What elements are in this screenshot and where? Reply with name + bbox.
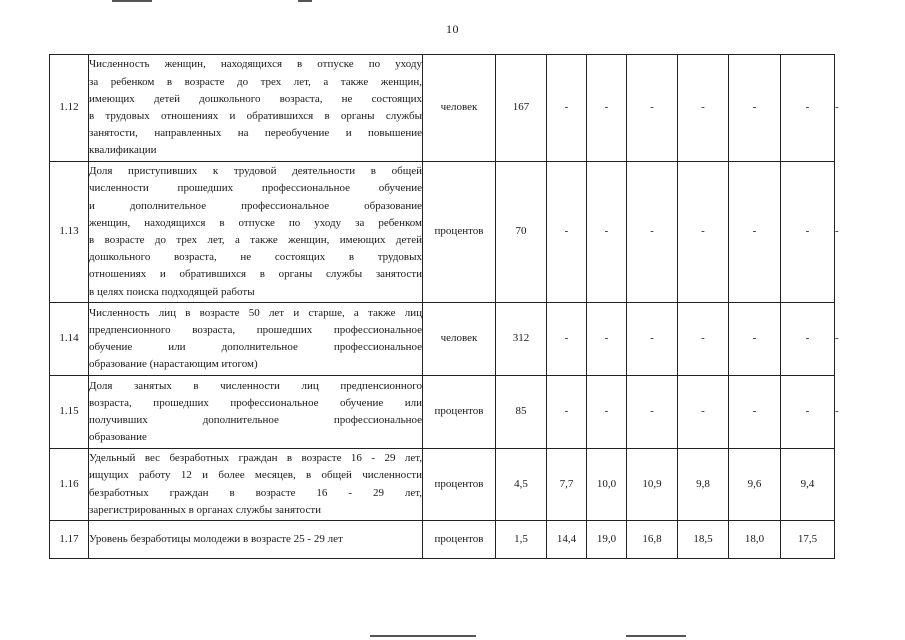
indicator-name-line: численности прошедших профессиональное обучение: [89, 182, 422, 195]
indicator-name-line: Численность женщин, находящихся в отпуске по уходу: [89, 58, 422, 71]
indicator-name-line: в трудовых отношениях и обратившихся в органы службы: [89, 110, 422, 122]
unit-cell: процентов: [423, 376, 496, 449]
scan-mark-bottom-left: [370, 635, 476, 637]
unit-cell: процентов: [423, 521, 496, 559]
table-row: 1.14 Численность лиц в возрасте 50 лет и старше, а также лиц предпенсионного возраста, прошедших профессиональное обучение или дополнительное профессиональное образование (нарастающим итогом) человек 312 - - - - - - -: [50, 303, 835, 376]
indicator-name-line: квалификации: [89, 144, 157, 157]
table-row: 1.12 Численность женщин, находящихся в отпуске по уходу за ребенком в возрасте до трех лет, а также женщин, имеющих детей дошкольного возраста, не состоящих в трудовых отношениях и обратившихся в органы службы занятости, направленных на переобучение и повышение квалификации человек 167 - - - - - - -: [50, 55, 835, 162]
value-cell: 18,0: [729, 521, 781, 559]
indicator-name-line: обучение или дополнительное профессиональное: [89, 341, 422, 353]
value-cell: -: [678, 55, 729, 162]
unit-cell: человек: [423, 55, 496, 162]
value-cell: 167: [496, 55, 547, 162]
indicator-name-line: предпенсионного возраста, прошедших профессиональное: [89, 323, 422, 336]
value-cell: -: [678, 162, 729, 303]
value-cell: 19,0: [587, 521, 627, 559]
value-cell: -: [627, 162, 678, 303]
indicator-name-line: Доля приступивших к трудовой деятельности в общей: [89, 165, 422, 178]
value-cell: -: [547, 55, 587, 162]
indicator-name: [89, 162, 423, 303]
value-cell: 85: [496, 376, 547, 449]
indicator-name-line: за ребенком в возрасте до трех лет, а также женщин,: [89, 75, 422, 88]
value-cell: 10,0: [587, 449, 627, 521]
indicator-name-line: Доля занятых в численности лиц предпенсионного: [89, 379, 422, 392]
value-cell: -: [781, 376, 835, 449]
indicator-name-line: занятости, направленных на переобучение и повышение: [89, 127, 422, 140]
value-cell: 70: [496, 162, 547, 303]
indicator-name-line: женщин, находящихся в отпуске по уходу за ребенком: [89, 216, 422, 229]
table-body: [50, 55, 839, 559]
indicator-name: [89, 303, 423, 376]
indicator-name: [89, 376, 423, 449]
row-number: 1.15: [50, 376, 89, 449]
value-cell: 9,6: [729, 449, 781, 521]
table-row: [50, 449, 835, 521]
value-cell: -: [627, 303, 678, 376]
table-row: [50, 521, 835, 559]
indicator-name-line: в целях поиска подходящей работы: [89, 285, 255, 298]
value-cell: 4,5: [496, 449, 547, 521]
value-cell: -: [781, 162, 835, 303]
value-cell: -: [729, 162, 781, 303]
unit-cell: процентов: [423, 449, 496, 521]
value-cell: -: [587, 376, 627, 449]
unit-cell: человек: [423, 303, 496, 376]
indicator-name-line: образование (нарастающим итогом): [89, 358, 258, 371]
value-cell: -: [678, 376, 729, 449]
indicator-name-line: Уровень безработицы молодежи в возрасте 25 - 29 лет: [89, 532, 343, 545]
indicator-name: [89, 521, 423, 559]
value-cell: 10,9: [627, 449, 678, 521]
unit-cell: процентов: [423, 162, 496, 303]
indicator-name: [89, 55, 423, 162]
value-cell: -: [587, 162, 627, 303]
value-cell: 1,5: [496, 521, 547, 559]
value-cell: 16,8: [627, 521, 678, 559]
indicator-name-line: Численность лиц в возрасте 50 лет и старше, а также лиц: [89, 306, 422, 319]
value-cell: -: [729, 55, 781, 162]
value-cell: -: [627, 376, 678, 449]
row-number: 1.14: [50, 303, 89, 376]
indicator-name-line: зарегистрированных в органах службы занятости: [89, 503, 322, 516]
indicators-table: [49, 54, 839, 559]
value-cell: -: [781, 55, 835, 162]
row-number: 1.17: [50, 521, 89, 559]
indicator-name: [89, 449, 423, 521]
value-cell: 17,5: [781, 521, 835, 559]
indicator-name-line: получивших дополнительное профессиональное: [89, 414, 422, 426]
row-number: 1.12: [50, 55, 89, 162]
page-number: 10: [446, 22, 459, 36]
value-cell: -: [547, 376, 587, 449]
value-cell: -: [678, 303, 729, 376]
value-cell: -: [587, 303, 627, 376]
value-cell: -: [547, 162, 587, 303]
indicator-name-line: и дополнительное профессиональное образование: [89, 199, 422, 212]
value-cell: -: [587, 55, 627, 162]
indicator-name-line: образование: [89, 431, 147, 444]
indicator-name-line: в возрасте до трех лет, а также женщин, имеющих детей: [89, 234, 422, 246]
scan-mark-bottom-right: [626, 635, 686, 637]
indicator-name-line: безработных граждан в возрасте 16 - 29 лет,: [89, 486, 422, 499]
value-cell: 14,4: [547, 521, 587, 559]
value-cell: -: [729, 376, 781, 449]
table-row: 1.15 Доля занятых в численности лиц предпенсионного возраста, прошедших профессиональное обучение или получивших дополнительное профессиональное образование процентов 85 - - - - - - -: [50, 376, 835, 449]
row-number: 1.13: [50, 162, 89, 303]
indicator-name-line: ищущих работу 12 и более месяцев, в общей численности: [89, 469, 422, 482]
value-cell: 9,4: [781, 449, 835, 521]
scan-mark-top-left: [112, 0, 152, 2]
value-cell: 7,7: [547, 449, 587, 521]
value-cell: 18,5: [678, 521, 729, 559]
value-cell: -: [781, 303, 835, 376]
value-cell: -: [627, 55, 678, 162]
indicator-name-line: имеющих детей дошкольного возраста, не состоящих: [89, 92, 422, 105]
indicator-name-line: дошкольного возраста, не состоящих в трудовых: [89, 251, 422, 264]
indicator-name-line: отношениях и обратившихся в органы службы занятости: [89, 268, 422, 281]
value-cell: 9,8: [678, 449, 729, 521]
indicator-name-line: возраста, прошедших профессиональное обучение или: [89, 396, 422, 409]
table-row: 1.13 Доля приступивших к трудовой деятельности в общей численности прошедших профессиональное обучение и дополнительное профессиональное образование женщин, находящихся в отпуске по уходу за ребенком в возрасте до трех лет, а также женщин, имеющих детей дошкольного возраста, не состоящих в трудовых отношениях и обратившихся в органы службы занятости в целях поиска подходящей работы процентов 70 - - - - - - -: [50, 162, 835, 303]
indicator-name-line: Удельный вес безработных граждан в возрасте 16 - 29 лет,: [89, 452, 422, 465]
value-cell: 312: [496, 303, 547, 376]
value-cell: -: [729, 303, 781, 376]
value-cell: -: [547, 303, 587, 376]
scan-mark-top-right: [298, 0, 312, 2]
row-number: 1.16: [50, 449, 89, 521]
